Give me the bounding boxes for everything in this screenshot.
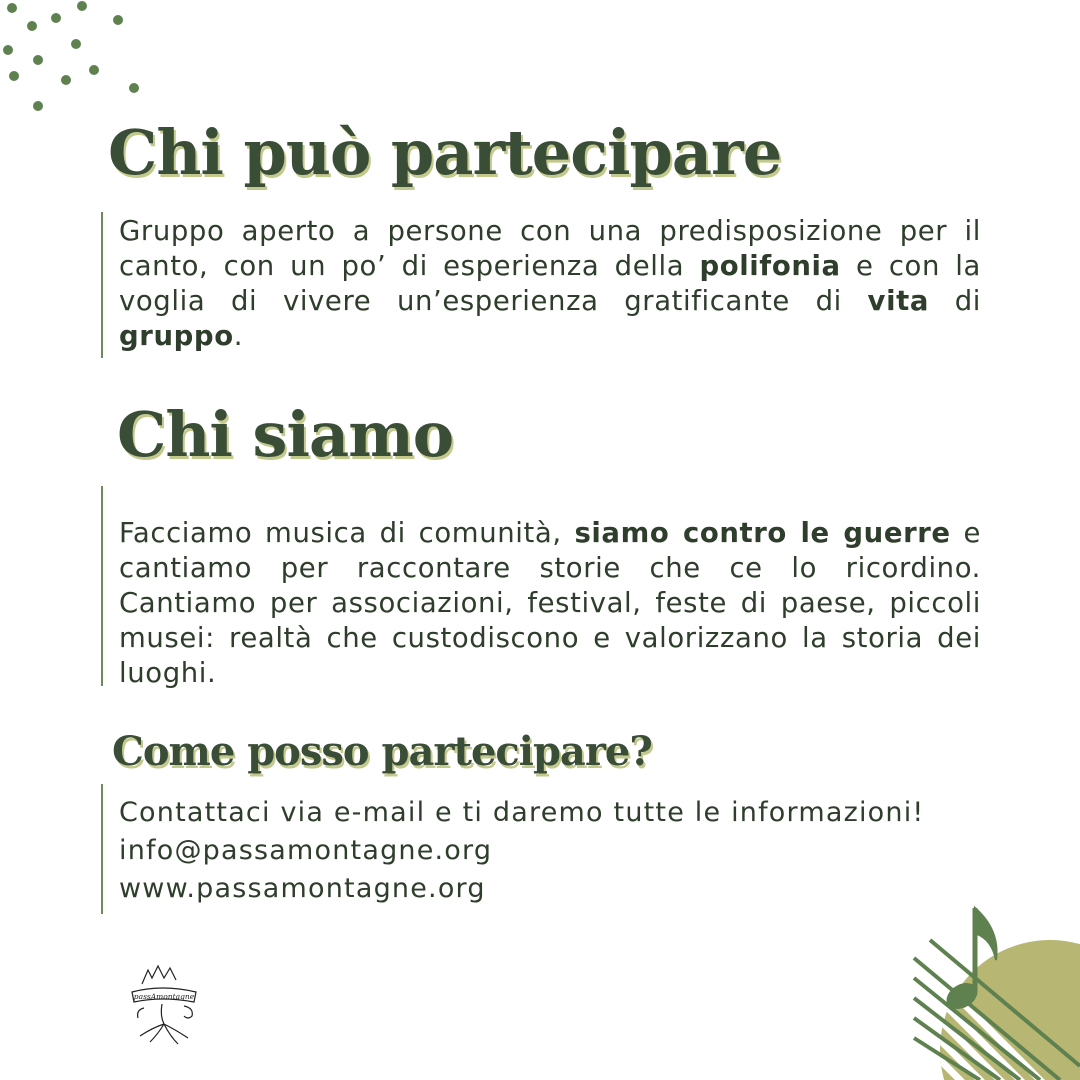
passamontagne-logo-icon xyxy=(122,962,208,1046)
contact-block xyxy=(101,784,981,914)
heading-who-can-participate: Chi può partecipare xyxy=(108,116,782,189)
bold-against-wars: siamo contro le guerre xyxy=(574,517,951,549)
bold-polifonia: polifonia xyxy=(699,250,841,282)
participate-block xyxy=(101,212,981,358)
heading-who-we-are: Chi siamo xyxy=(117,398,454,471)
logo-text: passAmontagne xyxy=(133,992,195,1001)
bold-gruppo: gruppo xyxy=(119,320,234,352)
bold-vita: vita xyxy=(867,285,930,317)
participate-paragraph: Gruppo aperto a persone con una predisposizione per il canto, con un po’ di esperienza della polifonia e con la voglia di vivere un’esperienza gratificante di vita di gruppo. xyxy=(119,215,981,352)
decorative-dots xyxy=(0,0,150,120)
contact-intro: Contattaci via e-mail e ti daremo tutte le informazioni! xyxy=(119,797,925,828)
website-link[interactable]: www.passamontagne.org xyxy=(119,873,486,904)
email-link[interactable]: info@passamontagne.org xyxy=(119,835,493,866)
music-note-decoration-icon xyxy=(900,900,1080,1080)
about-paragraph: Facciamo musica di comunità, siamo contro le guerre e cantiamo per raccontare storie che ce lo ricordino. Cantiamo per associazioni, festival, feste di paese, piccoli musei: realtà che custodiscono e valorizzano la storia dei luoghi. xyxy=(119,517,981,689)
about-block xyxy=(101,486,981,689)
heading-how-to-participate: Come posso partecipare? xyxy=(112,728,652,775)
